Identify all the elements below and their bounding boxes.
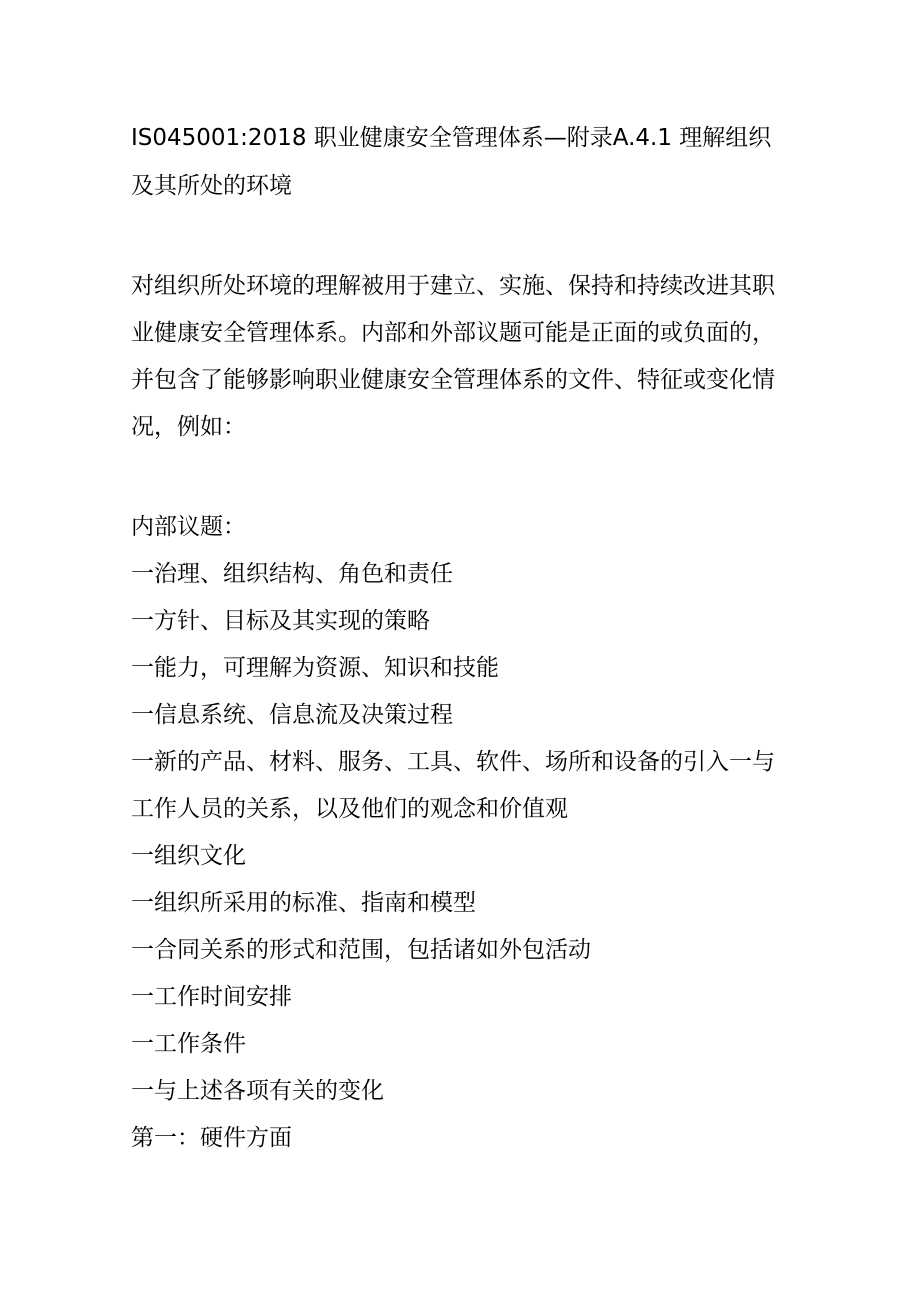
list-item: 一新的产品、材料、服务、工具、软件、场所和设备的引入一与工作人员的关系，以及他们的观念和价值观 xyxy=(131,749,775,822)
internal-issues-list xyxy=(131,551,791,1115)
list-item: 一方针、目标及其实现的策略 xyxy=(131,608,430,634)
list-item: 一与上述各项有关的变化 xyxy=(131,1078,384,1104)
document-body xyxy=(131,114,791,1162)
list-item: 一工作时间安排 xyxy=(131,984,292,1010)
list-item: 一工作条件 xyxy=(131,1031,246,1057)
list-item: 一信息系统、信息流及决策过程 xyxy=(131,702,453,728)
list-item: 一能力，可理解为资源、知识和技能 xyxy=(131,655,499,681)
document-title: IS045001:2018 职业健康安全管理体系—附录A.4.1 理解组织及其所处的环境 xyxy=(131,125,772,199)
list-item: 一组织文化 xyxy=(131,843,246,869)
internal-issues-heading: 内部议题： xyxy=(131,514,246,540)
intro-paragraph: 对组织所处环境的理解被用于建立、实施、保持和持续改进其职业健康安全管理体系。内部和外部议题可能是正面的或负面的，并包含了能够影响职业健康安全管理体系的文件、特征或变化情况，例如： xyxy=(131,273,775,440)
list-item: 一合同关系的形式和范围，包括诸如外包活动 xyxy=(131,937,591,963)
list-item: 一组织所采用的标准、指南和模型 xyxy=(131,890,476,916)
list-item: 一治理、组织结构、角色和责任 xyxy=(131,561,453,587)
closing-line: 第一：硬件方面 xyxy=(131,1125,292,1151)
